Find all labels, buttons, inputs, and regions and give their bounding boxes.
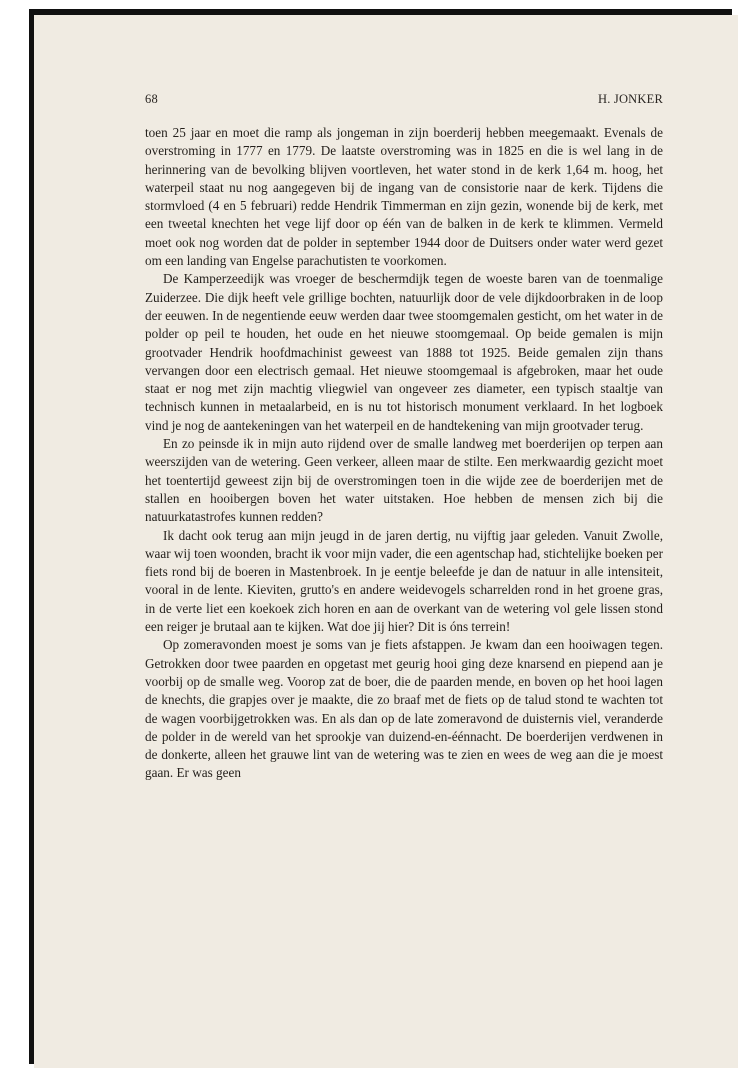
paragraph: De Kamperzeedijk was vroeger de beschermdijk tegen de woeste baren van de toenmalige Zuiderzee. Die dijk heeft vele grillige bochten, natuurlijk door de vele dijkdoorbraken in de loop der eeuwen. In de negentiende eeuw werden daar twee stoomgemalen gesticht, om het water in de polder op peil te houden, het oude en het nieuwe stoomgemaal. Op beide gemalen is mijn grootvader Hendrik hoofdmachinist geweest van 1888 tot 1925. Beide gemalen zijn thans vervangen door een electrisch gemaal. Het nieuwe stoomgemaal is afgebroken, maar het oude staat er nog met zijn machtig vliegwiel van ongeveer zes diameter, een typisch staaltje van technisch kunnen in metaalarbeid, en is nu tot historisch monument verklaard. In het logboek vind je nog de aantekeningen van het waterpeil en de handtekening van mijn grootvader terug. <box>145 271 663 433</box>
paragraph: toen 25 jaar en moet die ramp als jongeman in zijn boerderij hebben meegemaakt. Evenals de overstroming in 1777 en 1779. De laatste overstroming was in 1825 en die is wel lang in de herinnering van de bevolking blijven voortleven, het water stond in de kerk 1,64 m. hoog, het waterpeil staat nu nog aangegeven bij de ingang van de consistorie naar de kerk. Tijdens die stormvloed (4 en 5 februari) redde Hendrik Timmerman en zijn gezin, wonende bij de kerk, met een tweetal knechten het vege lijf door op één van de balken in de kerk te klimmen. Vermeld moet ook nog worden dat de polder in september 1944 door de Duitsers onder water werd gezet om een landing van Engelse parachutisten te voorkomen. <box>145 125 663 269</box>
paragraph: En zo peinsde ik in mijn auto rijdend over de smalle landweg met boerderijen op terpen aan weerszijden van de wetering. Geen verkeer, alleen maar de stilte. Een merkwaardig gezicht moet het toentertijd geweest zijn bij de overstromingen toen in die wijde zee de boerderijen met de stallen en hooibergen boven het water uitstaken. Hoe hebben de mensen zich bij die natuurkatastrofes kunnen redden? <box>145 436 663 525</box>
page-number: 68 <box>145 92 158 106</box>
body-text <box>145 124 663 783</box>
scan-border-top <box>29 9 732 15</box>
page-header <box>145 92 663 112</box>
scan-border-left <box>29 9 34 1064</box>
running-head: H. JONKER <box>598 92 663 106</box>
paragraph: Ik dacht ook terug aan mijn jeugd in de jaren dertig, nu vijftig jaar geleden. Vanuit Zwolle, waar wij toen woonden, bracht ik voor mijn vader, die een agentschap had, stichtelijke boeken per fiets rond bij de boeren in Mastenbroek. In je eentje beleefde je dan de natuur in alle intensiteit, vooral in de lente. Kieviten, grutto's en andere weidevogels scharrelden rond in het groene gras, in de verte liet een koekoek zich horen en aan de overkant van de wetering vol gele lissen stond een reiger je brutaal aan te kijken. Wat doe jij hier? Dit is óns terrein! <box>145 527 664 635</box>
paragraph: Op zomeravonden moest je soms van je fiets afstappen. Je kwam dan een hooiwagen tegen. Getrokken door twee paarden en opgetast met geurig hooi ging deze knarsend en piepend aan je voorbij op de smalle weg. Voorop zat de boer, die de paarden mende, en boven op het hooi lagen de knechts, die grapjes over je maakte, die zo braaf met de fiets op de talud stond te wachten tot de wagen voorbijgetrokken was. En als dan op de late zomeravond de duisternis viel, veranderde de polder in de wereld van het sprookje van duizend-en-éénnacht. De boerderijen verdwenen in de donkerte, alleen het grauwe lint van de wetering was te zien en wees de weg aan die je moest gaan. Er was geen <box>145 637 663 781</box>
